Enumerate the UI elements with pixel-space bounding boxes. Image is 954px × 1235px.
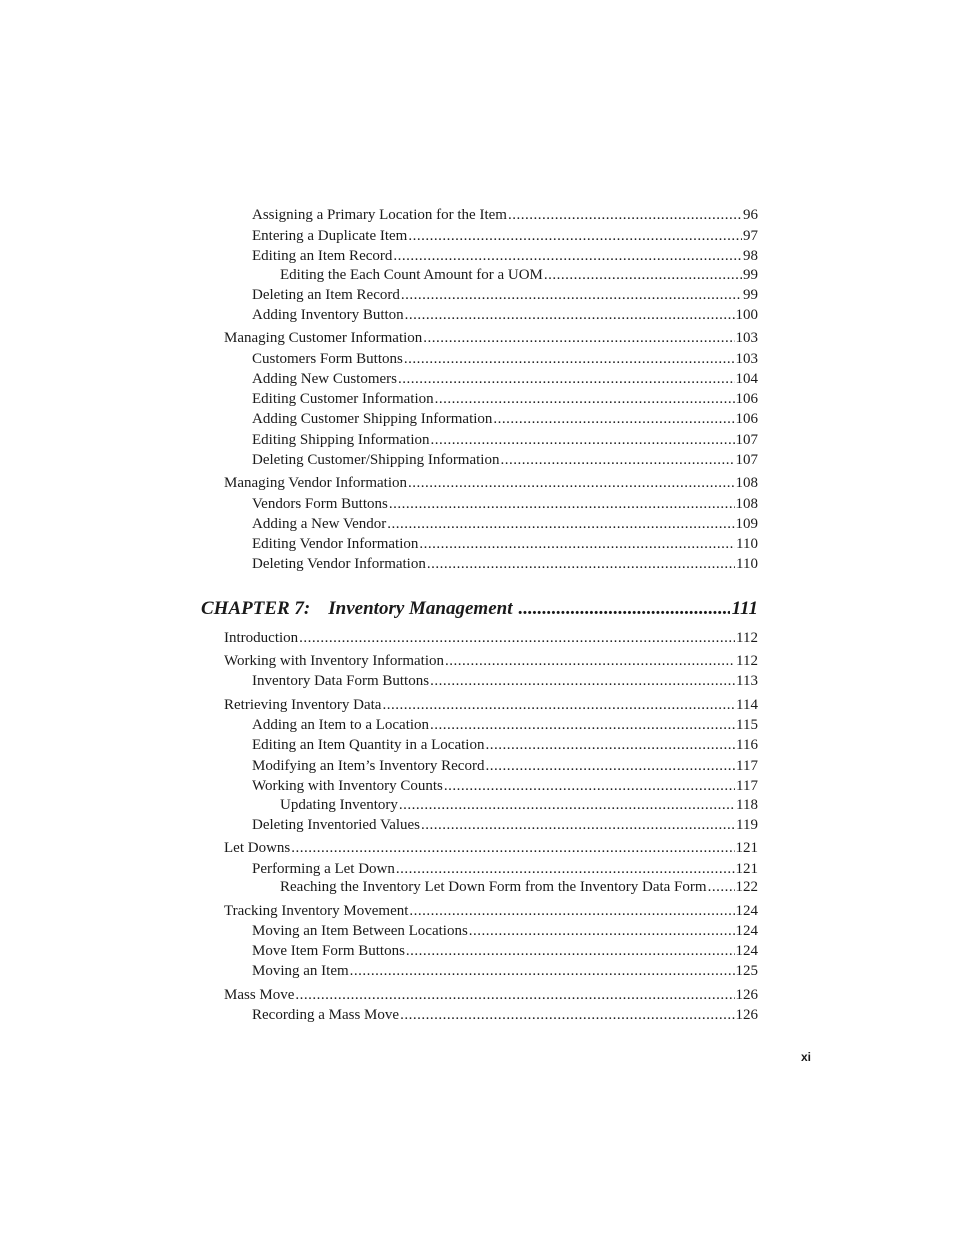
toc-entry-page: 98 [743, 248, 758, 264]
toc-entry-page: 108 [735, 475, 758, 491]
dot-leader [419, 535, 735, 553]
toc-entry-page: 109 [735, 516, 758, 532]
toc-entry-label: Managing Vendor Information [224, 475, 408, 491]
toc-entry[interactable] [224, 902, 758, 920]
toc-entry-page: 113 [736, 673, 758, 689]
toc-entry[interactable] [252, 515, 758, 533]
toc-entry-label: Retrieving Inventory Data [224, 697, 382, 713]
dot-leader [406, 942, 735, 960]
toc-entry[interactable] [252, 227, 758, 245]
toc-entry-page: 110 [736, 556, 758, 572]
dot-leader [393, 247, 742, 265]
dot-leader [544, 266, 742, 284]
toc-entry[interactable] [252, 410, 758, 428]
toc-entry-label: Moving an Item [252, 963, 349, 979]
toc-entry-label: Deleting Vendor Information [252, 556, 426, 572]
toc-entry-page: 121 [735, 861, 758, 877]
dot-leader [431, 431, 735, 449]
toc-entry-label: Tracking Inventory Movement [224, 903, 409, 919]
toc-entry-page: 119 [736, 817, 758, 833]
toc-entry-label: Editing an Item Quantity in a Location [252, 737, 485, 753]
toc-entry[interactable] [252, 247, 758, 265]
dot-leader [485, 757, 735, 775]
toc-entry[interactable] [252, 390, 758, 408]
toc-entry-page: 115 [736, 717, 758, 733]
toc-entry[interactable] [224, 474, 758, 492]
dot-leader [421, 816, 735, 834]
toc-entry-label: Editing Vendor Information [252, 536, 419, 552]
toc-entry-page: 104 [735, 371, 758, 387]
toc-entry[interactable] [252, 922, 758, 940]
dot-leader [427, 555, 735, 573]
toc-entry[interactable] [252, 942, 758, 960]
dot-leader [444, 777, 735, 795]
toc-entry-label: Working with Inventory Counts [252, 778, 443, 794]
toc-entry-page: 126 [735, 987, 758, 1003]
dot-leader [518, 598, 729, 620]
dot-leader [435, 390, 735, 408]
toc-entry[interactable] [252, 431, 758, 449]
dot-leader [423, 329, 734, 347]
toc-entry-label: Inventory Data Form Buttons [252, 673, 430, 689]
dot-leader [387, 515, 734, 533]
toc-entry[interactable] [224, 986, 758, 1004]
toc-entry-page: 112 [736, 630, 758, 646]
toc-entry-page: 122 [735, 879, 758, 895]
toc-entry-label: Working with Inventory Information [224, 653, 444, 669]
toc-entry-page: 125 [735, 963, 758, 979]
toc-entry-label: Editing the Each Count Amount for a UOM [280, 267, 543, 283]
chapter-heading[interactable] [201, 598, 758, 620]
toc-entry-page: 99 [743, 287, 758, 303]
toc-entry[interactable] [252, 286, 758, 304]
dot-leader [400, 1006, 734, 1024]
dot-leader [508, 206, 742, 224]
toc-entry-page: 124 [735, 903, 758, 919]
toc-entry-page: 106 [735, 411, 758, 427]
toc-entry-page: 107 [735, 452, 758, 468]
toc-entry-page: 118 [736, 797, 758, 813]
toc-entry[interactable] [252, 777, 758, 795]
toc-entry[interactable] [252, 757, 758, 775]
toc-entry[interactable] [252, 962, 758, 980]
toc-entry-page: 117 [736, 778, 758, 794]
toc-entry-page: 108 [735, 496, 758, 512]
page-number: xi [801, 1050, 812, 1064]
toc-entry-page: 103 [735, 351, 758, 367]
dot-leader [404, 350, 735, 368]
toc-entry[interactable] [252, 555, 758, 573]
toc-entry[interactable] [252, 535, 758, 553]
toc-entry-page: 126 [735, 1007, 758, 1023]
toc-entry-label: Managing Customer Information [224, 330, 423, 346]
toc-entry[interactable] [252, 451, 758, 469]
toc-entry-label: Adding Inventory Button [252, 307, 404, 323]
toc-entry[interactable] [280, 796, 758, 814]
toc-entry-label: Editing an Item Record [252, 248, 393, 264]
dot-leader [408, 474, 734, 492]
toc-entry-page: 121 [735, 840, 758, 856]
toc-entry-label: Vendors Form Buttons [252, 496, 388, 512]
dot-leader [493, 410, 734, 428]
toc-entry-label: Adding an Item to a Location [252, 717, 430, 733]
dot-leader [430, 672, 735, 690]
toc-entry-label: Deleting an Item Record [252, 287, 400, 303]
toc-entry-page: 103 [735, 330, 758, 346]
toc-entry-page: 117 [736, 758, 758, 774]
dot-leader [408, 227, 742, 245]
toc-entry[interactable] [280, 878, 758, 896]
toc-entry-page: 100 [735, 307, 758, 323]
chapter-number: CHAPTER 7: [201, 598, 311, 619]
toc-entry-label: Reaching the Inventory Let Down Form from the Inventory Data Form [280, 879, 707, 895]
dot-leader [485, 736, 735, 754]
toc-entry-page: 124 [735, 923, 758, 939]
toc-entry-label: Mass Move [224, 987, 295, 1003]
toc-entry-label: Deleting Customer/Shipping Information [252, 452, 500, 468]
dot-leader [469, 922, 735, 940]
toc-entry[interactable] [252, 206, 758, 224]
toc-entry-label: Moving an Item Between Locations [252, 923, 468, 939]
toc-entry-label: Modifying an Item’s Inventory Record [252, 758, 485, 774]
toc-entry-page: 114 [736, 697, 758, 713]
dot-leader [405, 306, 735, 324]
toc-entry-label: Adding a New Vendor [252, 516, 387, 532]
dot-leader [500, 451, 734, 469]
dot-leader [299, 629, 735, 647]
toc-entry[interactable] [280, 266, 758, 284]
toc-entry[interactable] [224, 329, 758, 347]
toc-entry-label: Assigning a Primary Location for the Item [252, 207, 507, 223]
dot-leader [430, 716, 735, 734]
toc-entry-label: Editing Customer Information [252, 391, 434, 407]
dot-leader [445, 652, 735, 670]
toc-entry-label: Editing Shipping Information [252, 432, 430, 448]
dot-leader [291, 839, 734, 857]
toc-entry[interactable] [252, 495, 758, 513]
dot-leader [295, 986, 734, 1004]
toc-entry-label: Performing a Let Down [252, 861, 395, 877]
toc-entry-page: 112 [736, 653, 758, 669]
toc-entry[interactable] [252, 672, 758, 690]
dot-leader [399, 796, 735, 814]
toc-entry-label: Introduction [224, 630, 299, 646]
toc-entry-page: 106 [735, 391, 758, 407]
toc-entry[interactable] [252, 306, 758, 324]
toc-entry[interactable] [252, 370, 758, 388]
dot-leader [389, 495, 735, 513]
toc-entry[interactable] [252, 1006, 758, 1024]
toc-entry-page: 97 [743, 228, 758, 244]
toc-entry-label: Adding New Customers [252, 371, 397, 387]
toc-entry[interactable] [252, 736, 758, 754]
toc-entry-page: 124 [735, 943, 758, 959]
dot-leader [396, 860, 735, 878]
toc-entry-label: Let Downs [224, 840, 291, 856]
chapter-title: Inventory Management [328, 598, 513, 619]
toc-entry[interactable] [224, 629, 758, 647]
dot-leader [350, 962, 735, 980]
toc-entry-label: Updating Inventory [280, 797, 398, 813]
toc-entry-page: 99 [743, 267, 758, 283]
toc-entry[interactable] [252, 860, 758, 878]
toc-entry[interactable] [252, 716, 758, 734]
dot-leader [398, 370, 735, 388]
toc-entry-label: Entering a Duplicate Item [252, 228, 408, 244]
toc-entry-label: Deleting Inventoried Values [252, 817, 421, 833]
toc-entry-label: Recording a Mass Move [252, 1007, 400, 1023]
dot-leader [409, 902, 734, 920]
toc-entry[interactable] [252, 350, 758, 368]
toc-entry-page: 107 [735, 432, 758, 448]
toc-entry[interactable] [252, 816, 758, 834]
toc-entry-page: 116 [736, 737, 758, 753]
toc-entry-label: Move Item Form Buttons [252, 943, 405, 959]
toc-entry[interactable] [224, 839, 758, 857]
toc-entry[interactable] [224, 696, 758, 714]
toc-entry-label: Customers Form Buttons [252, 351, 403, 367]
toc-entry-page: 96 [743, 207, 758, 223]
toc-entry-label: Adding Customer Shipping Information [252, 411, 493, 427]
dot-leader [708, 878, 735, 896]
chapter-page: 111 [731, 598, 758, 619]
dot-leader [382, 696, 735, 714]
toc-entry-page: 110 [736, 536, 758, 552]
toc-entry[interactable] [224, 652, 758, 670]
dot-leader [401, 286, 742, 304]
